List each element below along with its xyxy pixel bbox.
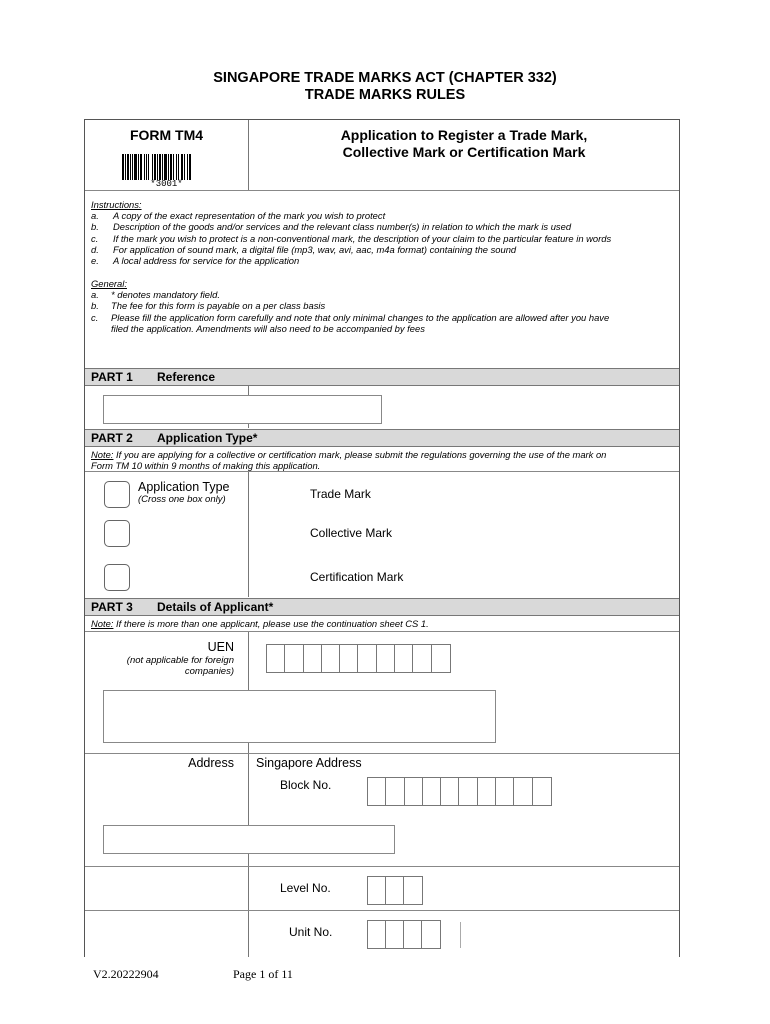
character-cell[interactable] [386, 877, 404, 904]
character-cell[interactable] [514, 778, 532, 805]
part2-header [85, 429, 679, 447]
instruction-item-key: c. [91, 232, 99, 244]
address-label: Address [188, 756, 234, 770]
part3-number: PART 3 [91, 600, 133, 614]
character-cell[interactable] [285, 645, 303, 672]
character-cell[interactable] [368, 877, 386, 904]
part3-note-rule [85, 631, 679, 632]
instruction-item-key: b. [91, 221, 99, 233]
character-cell[interactable] [340, 645, 358, 672]
character-cell[interactable] [322, 645, 340, 672]
level-no-label: Level No. [280, 881, 331, 895]
form-title-line1: Application to Register a Trade Mark, [340, 127, 588, 143]
title-bottom-rule [85, 190, 679, 191]
part2-note-text: If you are applying for a collective or certification mark, please submit the regulations governing the use of the mark on [113, 449, 607, 460]
unit-top-rule [85, 910, 679, 911]
character-cell[interactable] [404, 877, 422, 904]
part2-note-line2: Form TM 10 within 9 months of making this application. [91, 460, 321, 472]
instruction-item-key: e. [91, 255, 99, 267]
character-cell[interactable] [413, 645, 431, 672]
character-cell[interactable] [432, 645, 450, 672]
general-heading: General: [91, 278, 127, 289]
address-top-rule [85, 753, 679, 754]
document-subtitle: TRADE MARKS RULES [304, 87, 466, 103]
unit-separator [460, 922, 461, 948]
block-no-input[interactable] [367, 777, 552, 806]
singapore-address-label: Singapore Address [256, 756, 362, 770]
instruction-item-text: If the mark you wish to protect is a non-conventional mark, the description of your claim to the particular feature in words [113, 232, 612, 244]
character-cell[interactable] [441, 778, 459, 805]
general-item-key: c. [91, 311, 99, 323]
general-item-text: Please fill the application form carefully and note that only minimal changes to the application are allowed after you have [111, 311, 610, 323]
document-title: SINGAPORE TRADE MARKS ACT (CHAPTER 332) [213, 70, 557, 86]
character-cell[interactable] [496, 778, 514, 805]
uen-input[interactable] [266, 644, 451, 673]
certification-mark-checkbox[interactable] [104, 564, 130, 591]
option-trade-mark: Trade Mark [310, 487, 371, 501]
part2-note-rule [85, 471, 679, 472]
part3-note [91, 618, 429, 629]
part3-note-text: If there is more than one applicant, please use the continuation sheet CS 1. [113, 618, 429, 629]
instruction-item-key: a. [91, 210, 99, 221]
part2-note-label: Note: [91, 449, 114, 460]
character-cell[interactable] [404, 921, 422, 948]
form-title [249, 127, 679, 161]
character-cell[interactable] [358, 645, 376, 672]
barcode-text: *3001* [150, 179, 183, 189]
character-cell[interactable] [533, 778, 551, 805]
uen-label: UEN [207, 640, 234, 654]
character-cell[interactable] [459, 778, 477, 805]
applicant-name-input[interactable] [103, 690, 496, 743]
character-cell[interactable] [377, 645, 395, 672]
character-cell[interactable] [267, 645, 285, 672]
general-item-key: b. [91, 300, 99, 312]
character-cell[interactable] [423, 778, 441, 805]
instructions-heading: Instructions: [91, 199, 142, 210]
option-collective-mark: Collective Mark [310, 526, 393, 540]
character-cell[interactable] [386, 921, 404, 948]
part3-note-label: Note: [91, 618, 114, 629]
address-line-input[interactable] [103, 825, 395, 854]
collective-mark-checkbox[interactable] [104, 520, 130, 547]
barcode-icon [122, 154, 212, 180]
uen-hint-line2: companies) [184, 666, 234, 677]
part1-title: Reference [157, 370, 216, 384]
instruction-item-text: For application of sound mark, a digital file (mp3, wav, avi, aac, m4a format) containing the sound [113, 243, 517, 255]
character-cell[interactable] [304, 645, 322, 672]
instruction-item-text: A local address for service for the application [113, 255, 300, 267]
instruction-item-key: d. [91, 243, 99, 255]
character-cell[interactable] [422, 921, 440, 948]
application-type-label: Application Type [138, 480, 230, 494]
unit-no-input[interactable] [367, 920, 441, 949]
character-cell[interactable] [478, 778, 496, 805]
character-cell[interactable] [395, 645, 413, 672]
character-cell[interactable] [405, 778, 423, 805]
block-no-label: Block No. [280, 778, 332, 792]
general-item-key: a. [91, 289, 99, 300]
trade-mark-checkbox[interactable] [104, 481, 130, 508]
part2-title: Application Type* [157, 431, 258, 445]
part1-number: PART 1 [91, 370, 133, 384]
part3-header [85, 598, 679, 616]
character-cell[interactable] [368, 778, 386, 805]
version-label: V2.20222904 [93, 967, 159, 981]
part2-divider [248, 472, 249, 597]
part2-note [91, 449, 676, 472]
page-number: Page 1 of 11 [233, 967, 293, 981]
part3-divider [248, 632, 249, 957]
reference-input[interactable] [103, 395, 382, 424]
character-cell[interactable] [386, 778, 404, 805]
character-cell[interactable] [368, 921, 386, 948]
application-type-hint: (Cross one box only) [138, 494, 226, 505]
part2-number: PART 2 [91, 431, 133, 445]
part1-header [85, 368, 679, 386]
instruction-item-text: A copy of the exact representation of the mark you wish to protect [113, 210, 386, 221]
general-item-text: The fee for this form is payable on a per class basis [111, 300, 326, 312]
part2-note-line1 [91, 449, 676, 460]
form-code: FORM TM4 [129, 127, 204, 143]
unit-no-label: Unit No. [289, 925, 333, 939]
form-title-line2: Collective Mark or Certification Mark [342, 144, 586, 160]
option-certification-mark: Certification Mark [310, 570, 404, 584]
general-item-text: * denotes mandatory field. [111, 289, 220, 300]
uen-hint-line1: (not applicable for foreign [126, 655, 234, 666]
level-top-rule [85, 866, 679, 867]
level-no-input[interactable] [367, 876, 423, 905]
part3-title: Details of Applicant* [157, 600, 274, 614]
instruction-item-text: Description of the goods and/or services and the relevant class number(s) in relation to which the mark is used [113, 221, 572, 233]
